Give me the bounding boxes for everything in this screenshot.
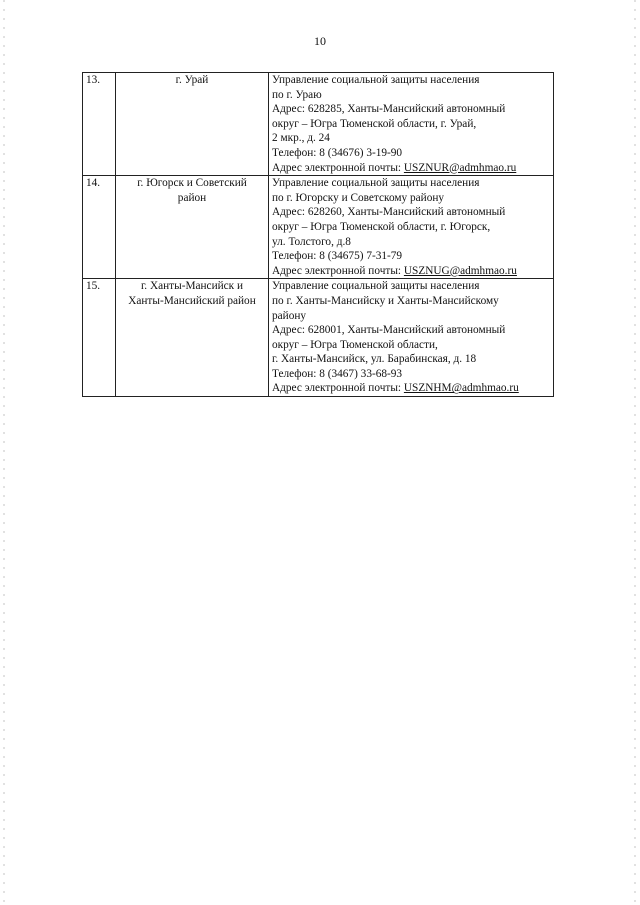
row-number-cell bbox=[83, 279, 116, 397]
address-line: округ – Югра Тюменской области, bbox=[272, 338, 438, 351]
address-line: Адрес: 628285, Ханты-Мансийский автономный bbox=[272, 103, 506, 116]
table-row bbox=[83, 279, 554, 397]
email-link[interactable]: USZNUG@admhmao.ru bbox=[403, 264, 517, 277]
row-number: 15. bbox=[86, 280, 101, 293]
email-label: Адрес электронной почты: bbox=[272, 264, 404, 277]
city-line: Ханты-Мансийский район bbox=[128, 294, 256, 307]
city-line: район bbox=[177, 191, 207, 204]
page-number: 10 bbox=[314, 34, 326, 48]
contact-info-cell bbox=[269, 73, 554, 176]
table-row bbox=[83, 73, 554, 176]
email-label: Адрес электронной почты: bbox=[272, 161, 404, 174]
email-link[interactable]: USZNUR@admhmao.ru bbox=[403, 161, 517, 174]
row-number: 13. bbox=[86, 74, 101, 86]
city-cell bbox=[116, 279, 269, 397]
table-row bbox=[83, 176, 554, 279]
contact-info-cell bbox=[269, 176, 554, 279]
row-number-cell bbox=[83, 73, 116, 176]
city-cell bbox=[116, 176, 269, 279]
email-line bbox=[272, 264, 550, 279]
department-line: по г. Ураю bbox=[272, 88, 322, 101]
email-label: Адрес электронной почты: bbox=[272, 382, 404, 395]
address-line: округ – Югра Тюменской области, г. Югорск, bbox=[272, 220, 491, 233]
row-number-cell bbox=[83, 176, 116, 279]
contacts-table bbox=[82, 72, 554, 397]
scan-edge-left bbox=[3, 0, 5, 905]
address-line: 2 мкр., д. 24 bbox=[272, 132, 330, 145]
address-line: г. Ханты-Мансийск, ул. Барабинская, д. 18 bbox=[272, 353, 477, 366]
department-line: по г. Югорску и Советскому району bbox=[272, 191, 445, 204]
city-line: г. Югорск и Советский bbox=[137, 177, 247, 190]
email-line bbox=[272, 161, 550, 176]
address-line: округ – Югра Тюменской области, г. Урай, bbox=[272, 117, 477, 130]
phone-line: Телефон: 8 (34675) 7-31-79 bbox=[272, 250, 403, 263]
scan-edge-right bbox=[634, 0, 636, 905]
city-line: г. Урай bbox=[175, 74, 209, 86]
address-line: ул. Толстого, д.8 bbox=[272, 235, 351, 248]
city-cell bbox=[116, 73, 269, 176]
department-line: району bbox=[272, 309, 307, 322]
department-line: Управление социальной защиты населения bbox=[272, 280, 480, 293]
row-number: 14. bbox=[86, 177, 101, 190]
email-line bbox=[272, 381, 550, 396]
department-line: Управление социальной защиты населения bbox=[272, 74, 480, 86]
department-line: Управление социальной защиты населения bbox=[272, 177, 480, 190]
department-line: по г. Ханты-Мансийску и Ханты-Мансийскому bbox=[272, 294, 499, 307]
city-line: г. Ханты-Мансийск и bbox=[140, 280, 244, 293]
address-line: Адрес: 628001, Ханты-Мансийский автономный bbox=[272, 324, 506, 337]
phone-line: Телефон: 8 (34676) 3-19-90 bbox=[272, 146, 403, 159]
contact-info-cell bbox=[269, 279, 554, 397]
phone-line: Телефон: 8 (3467) 33-68-93 bbox=[272, 367, 403, 380]
email-link[interactable]: USZNHM@admhmao.ru bbox=[403, 382, 519, 395]
address-line: Адрес: 628260, Ханты-Мансийский автономный bbox=[272, 206, 506, 219]
